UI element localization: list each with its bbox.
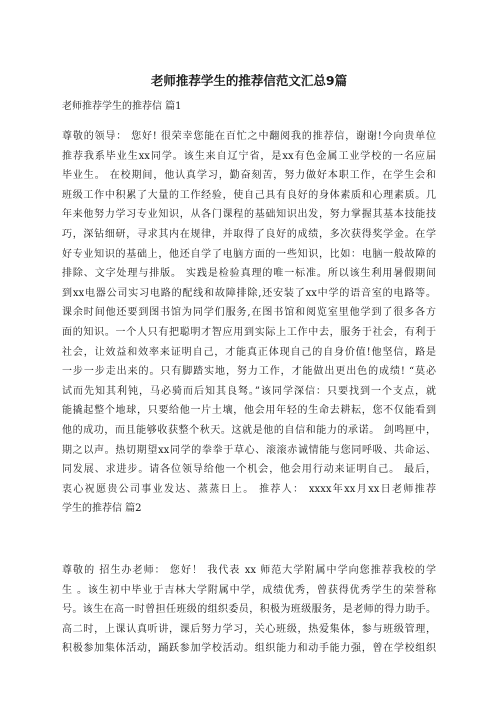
paragraph-line: 尊敬的领导： 您好! 很荣幸您能在百忙之中翻阅我的推荐信，谢谢!今向贵单位 [62, 131, 436, 142]
paragraph-line: 班级工作中积累了大量的工作经验，使自己具有良好的身体素质和心理素质。几 [62, 189, 436, 201]
paragraph-line: 社会，让效益和效率来证明自己，才能真正体现自己的自身价值!他坚信，路是 [62, 346, 436, 358]
paragraph-line: 同发展、求进步。请各位领导给他一个机会，他会用行动来证明自己。 最后， [62, 464, 436, 476]
paragraph-line: 面的知识。一个人只有把聪明才智应用到实际上工作中去，服务于社会，有利于 [62, 326, 436, 338]
paragraph-line: 积极参加集体活动，踊跃参加学校活动。组织能力和动手能力强，曾在学校组织 [62, 643, 436, 655]
paragraph-line: 一步一步走出来的。只有脚踏实地，努力工作，才能做出更出色的成绩! “莫必 [62, 366, 436, 378]
section1-body [62, 127, 436, 519]
paragraph-line: 尊敬的 招生办老师： 您好！ 我代表 xx 师范大学附属中学向您推荐我校的学 [62, 565, 436, 576]
paragraph-line: 试而先知其利钝，马必骑而后知其良驽。”该同学深信：只要找到一个支点，就 [62, 385, 436, 397]
section-heading: 学生的推荐信 篇2 [62, 503, 142, 515]
paragraph-line: 他的成功，而且能够收获整个秋天。这就是他的自信和能力的承诺。 剑鸣匣中， [62, 424, 436, 436]
section-heading: 老师推荐学生的推荐信 篇1 [62, 101, 182, 112]
section2-body [62, 561, 436, 659]
document-title: 老师推荐学生的推荐信范文汇总9篇 [150, 73, 348, 88]
paragraph-line: 好专业知识的基础上，他还自学了电脑方面的一些知识，比如：电脑一般故障的 [62, 248, 436, 260]
paragraph-line: 到xx电器公司实习电路的配线和故障排除,还安装了xx中学的语音室的电路等。 [62, 287, 436, 299]
paragraph-line: 推荐我系毕业生xx同学。该生来自辽宁省，是xx有色金属工业学校的一名应届 [62, 150, 436, 162]
paragraph-line: 期之以声。热切期望xx同学的拳拳于草心、滚滚赤诚情能与您同呼吸、共命运、 [62, 444, 436, 456]
paragraph-line: 能撬起整个地球，只要给他一片土壤，他会用年轻的生命去耕耘，您不仅能看到 [62, 405, 436, 417]
paragraph-line: 课余时间他还要到图书馆为同学们服务,在图书馆和阅览室里他学到了很多各方 [62, 307, 436, 319]
paragraph-line: 巧，深钻细研，寻求其内在规律，并取得了良好的成绩，多次获得奖学金。在学 [62, 228, 436, 240]
paragraph-line: 生 。该生初中毕业于吉林大学附属中学，成绩优秀，曾获得优秀学生的荣誉称 [62, 584, 436, 596]
paragraph-line: 毕业生。 在校期间，他认真学习，勤奋刻苦，努力做好本职工作，在学生会和 [62, 170, 436, 182]
paragraph-line: 年来他努力学习专业知识，从各门课程的基础知识出发，努力掌握其基本技能技 [62, 209, 436, 221]
paragraph-line: 号。该生在高一时曾担任班级的组织委员，积极为班级服务，是老师的得力助手。 [62, 604, 436, 616]
paragraph-line: 衷心祝愿贵公司事业发达、蒸蒸日上。 推荐人： xxxx年xx月xx日老师推荐 [62, 483, 436, 495]
paragraph-line: 排除、文字处理与排版。 实践是检验真理的唯一标准。所以该生利用暑假期间 [62, 268, 436, 280]
paragraph-line: 高二时，上课认真听讲，课后努力学习，关心班级，热爱集体，参与班级管理， [62, 623, 436, 635]
